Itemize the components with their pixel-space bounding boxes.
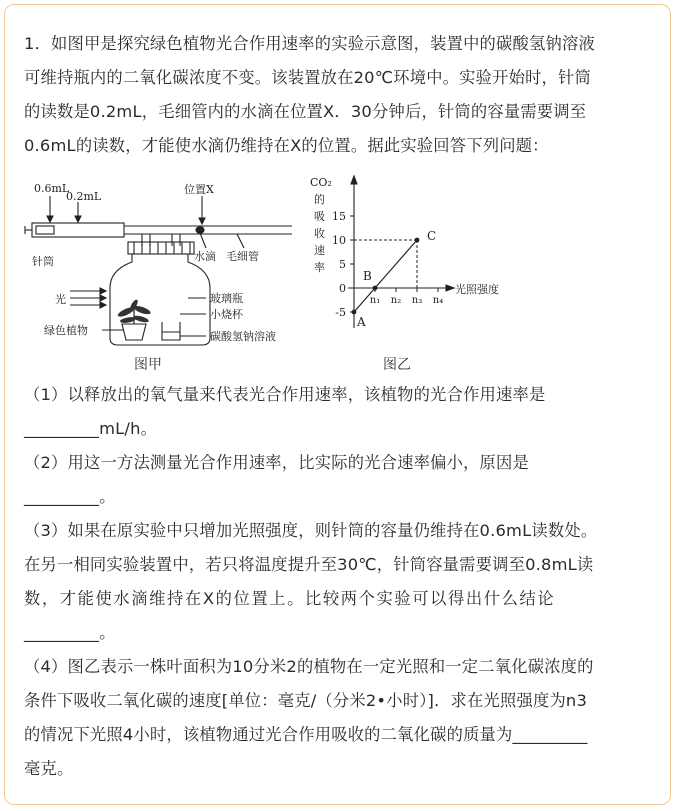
question-stem-line: 0.6mL的读数，才能使水滴仍维持在X的位置。据此实验回答下列问题：	[24, 136, 549, 155]
q4-line: 的情况下光照4小时，该植物通过光合作用吸收的二氧化碳的质量为_________	[24, 725, 588, 744]
q2-line: _________。	[24, 487, 116, 506]
q3-line: （3）如果在原实验中只增加光照强度，则针筒的容量仍维持在0.6mL读数处。	[24, 521, 598, 540]
label-glass-bottle: 玻璃瓶	[210, 292, 243, 305]
y-label-char: 的	[314, 193, 325, 206]
small-beaker	[162, 322, 180, 340]
label-water-drop: 水滴	[194, 250, 216, 263]
label-light: 光	[55, 293, 66, 306]
question-stem-line: 可维持瓶内的二氧化碳浓度不变。该装置放在20℃环境中。实验开始时，针筒	[24, 68, 592, 87]
data-point-a	[352, 310, 357, 315]
question-stem-line: 1．如图甲是探究绿色植物光合作用速率的实验示意图，装置中的碳酸氢钠溶液	[24, 34, 595, 53]
data-point-c	[415, 238, 420, 243]
q3-line: 在另一相同实验装置中，若只将温度提升至30℃，针筒容量需要调至0.8mL读	[24, 555, 594, 574]
glass-bottle	[110, 254, 210, 345]
green-plant	[117, 299, 152, 324]
q1-line: _________mL/h。	[24, 419, 158, 438]
label-0-6ml: 0.6mL	[34, 182, 70, 195]
label-0-2ml: 0.2mL	[66, 190, 102, 203]
label-green-plant: 绿色植物	[44, 324, 88, 337]
y-label-char: 收	[314, 227, 325, 240]
label-syringe: 针筒	[32, 255, 54, 268]
x-axis-label: 光照强度	[455, 283, 499, 296]
q2-line: （2）用这一方法测量光合作用速率，比实际的光合速率偏小，原因是	[24, 453, 529, 472]
q4-line: 毫克。	[24, 759, 74, 778]
point-label-b: B	[363, 269, 372, 283]
q4-line: （4）图乙表示一株叶面积为10分米2的植物在一定光照和一定二氧化碳浓度的	[24, 657, 594, 676]
y-label-char: 速	[314, 244, 325, 257]
question-stem-line: 的读数是0.2mL，毛细管内的水滴在位置X．30分钟后，针筒的容量需要调至	[24, 102, 587, 121]
y-tick-label: 0	[339, 282, 346, 295]
q3-line: 数，才能使水滴维持在X的位置上。比较两个实验可以得出什么结论	[24, 589, 556, 608]
label-position-x: 位置X	[184, 183, 214, 196]
y-tick-label: 15	[332, 210, 346, 223]
water-drop	[196, 227, 204, 233]
x-tick-label: n₂	[390, 295, 402, 306]
y-label-char: 吸	[314, 210, 325, 223]
label-small-beaker: 小烧杯	[210, 308, 243, 321]
y-label-char: 率	[314, 261, 325, 274]
figure-yi-graph	[290, 170, 530, 348]
y-tick-label: 10	[332, 234, 346, 247]
x-tick-label: n₄	[432, 295, 444, 306]
data-point-b	[373, 286, 378, 291]
q4-line: 条件下吸收二氧化碳的速度[单位：毫克/（分米2•小时）]．求在光照强度为n3	[24, 691, 588, 710]
figure-yi-caption: 图乙	[383, 357, 411, 373]
plant-pot	[122, 324, 146, 340]
y-tick-label: 5	[339, 258, 346, 271]
y-tick-label: -5	[335, 306, 346, 319]
label-sodium-bicarbonate: 碳酸氢钠溶液	[210, 330, 276, 343]
x-tick-label: n₁	[369, 295, 381, 306]
x-tick-label: n₃	[411, 295, 423, 306]
point-label-c: C	[427, 229, 437, 243]
label-capillary: 毛细管	[226, 250, 259, 263]
q1-line: （1）以释放出的氧气量来代表光合作用速率，该植物的光合作用速率是	[24, 385, 546, 404]
q3-line: _________。	[24, 623, 116, 642]
y-label-co2: CO₂	[310, 176, 332, 189]
figure-jia-apparatus	[22, 170, 312, 348]
figure-jia-caption: 图甲	[134, 357, 162, 373]
point-label-a: A	[357, 315, 366, 329]
